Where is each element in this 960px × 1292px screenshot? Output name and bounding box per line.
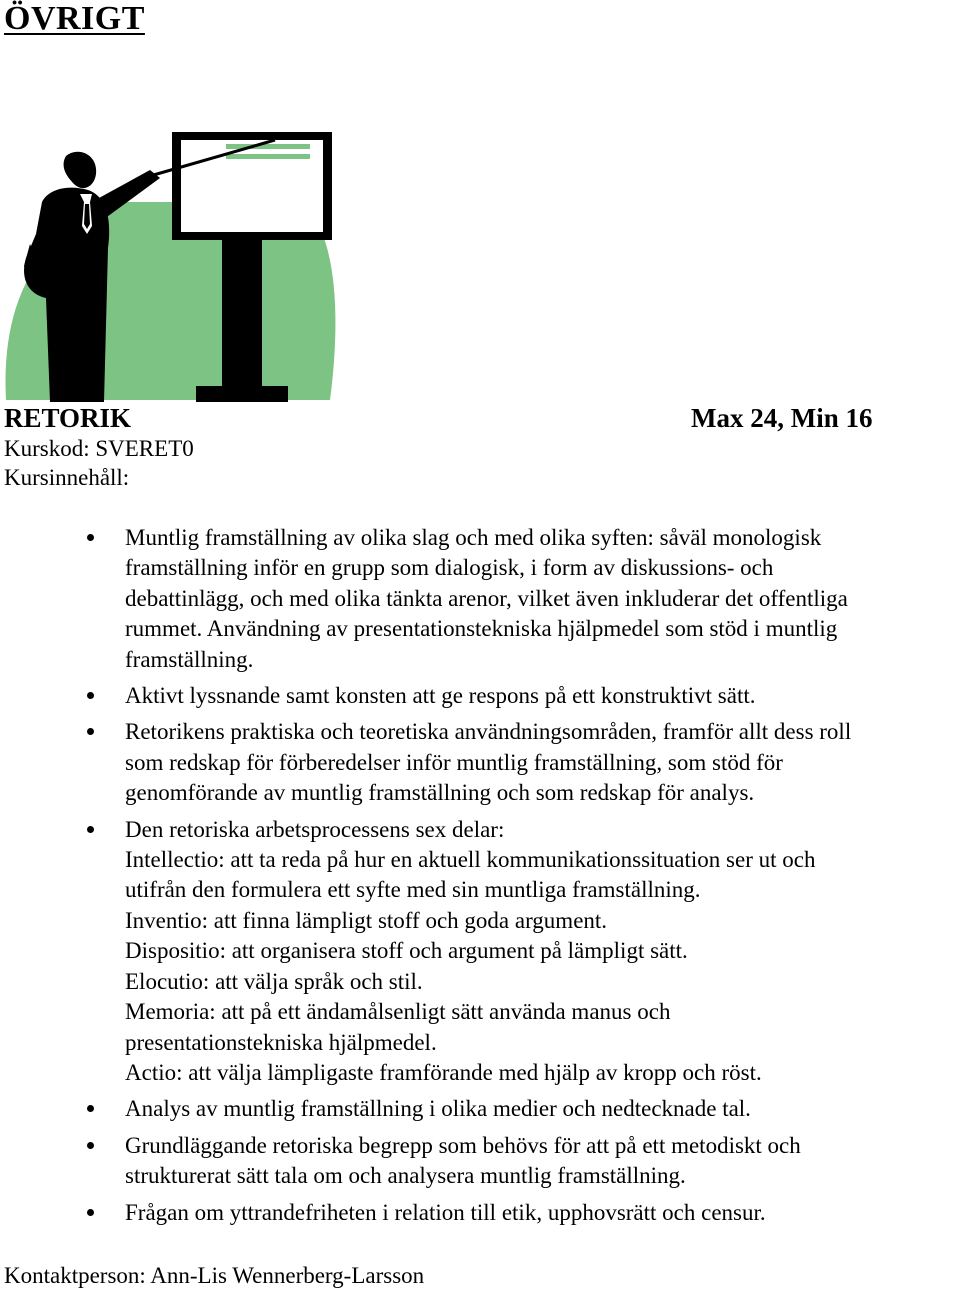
bullet-icon	[87, 1105, 94, 1112]
page-heading: ÖVRIGT	[4, 0, 145, 37]
list-item-line: debattinlägg, och med olika tänkta arenor, vilket även inkluderar det offentliga	[125, 585, 848, 611]
list-item-line: rummet. Användning av presentationstekniska hjälpmedel som stöd i muntlig	[125, 616, 838, 642]
list-item	[0, 1094, 960, 1124]
list-item	[0, 815, 960, 1089]
course-title: RETORIK	[4, 403, 132, 433]
bullet-icon	[87, 692, 94, 699]
list-item-line: Analys av muntlig framställning i olika medier och nedtecknade tal.	[125, 1096, 751, 1122]
list-item-line: Actio: att välja lämpligaste framförande med hjälp av kropp och röst.	[125, 1059, 762, 1085]
list-item-line: presentationstekniska hjälpmedel.	[125, 1029, 437, 1055]
bullet-icon	[87, 534, 94, 541]
list-item-line: Den retoriska arbetsprocessens sex delar:	[125, 816, 505, 842]
list-item-line: framställning inför en grupp som dialogisk, i form av diskussions- och	[125, 555, 774, 581]
course-content-list	[0, 523, 960, 1234]
list-item-line: Inventio: att finna lämpligt stoff och goda argument.	[125, 907, 608, 933]
contact-person: Kontaktperson: Ann-Lis Wennerberg-Larsson	[4, 1263, 425, 1288]
list-item	[0, 717, 960, 808]
list-item-line: Dispositio: att organisera stoff och argument på lämpligt sätt.	[125, 938, 688, 964]
bullet-icon	[87, 728, 94, 735]
list-item	[0, 681, 960, 711]
course-code: Kurskod: SVERET0	[4, 436, 194, 461]
course-capacity: Max 24, Min 16	[691, 403, 873, 433]
list-item-line: framställning.	[125, 646, 254, 672]
list-item-line: Elocutio: att välja språk och stil.	[125, 968, 423, 994]
course-content-label: Kursinnehåll:	[4, 465, 130, 490]
list-item-line: Aktivt lyssnande samt konsten att ge respons på ett konstruktivt sätt.	[125, 683, 756, 709]
list-item-line: Frågan om yttrandefriheten i relation till etik, upphovsrätt och censur.	[125, 1199, 766, 1225]
bullet-icon	[87, 1142, 94, 1149]
list-item-line: genomförande av muntlig framställning och som redskap för analys.	[125, 780, 755, 806]
list-item-line: som redskap för förberedelser inför muntlig framställning, som stöd för	[125, 749, 783, 775]
list-item	[0, 523, 960, 675]
list-item-line: Muntlig framställning av olika slag och med olika syften: såväl monologisk	[125, 525, 822, 550]
list-item-line: Retorikens praktiska och teoretiska användningsområden, framför allt dess roll	[125, 719, 852, 745]
list-item	[0, 1131, 960, 1192]
presenter-illustration-icon	[0, 118, 350, 402]
list-item-line: utifrån den formulera ett syfte med sin muntliga framställning.	[125, 877, 701, 903]
bullet-icon	[87, 1209, 94, 1216]
list-item-line: Memoria: att på ett ändamålsenligt sätt använda manus och	[125, 999, 671, 1025]
list-item	[0, 1198, 960, 1228]
list-item-line: Intellectio: att ta reda på hur en aktuell kommunikationssituation ser ut och	[125, 847, 816, 873]
list-item-line: Grundläggande retoriska begrepp som behövs för att på ett metodiskt och	[125, 1132, 801, 1158]
bullet-icon	[87, 826, 94, 833]
list-item-line: strukturerat sätt tala om och analysera muntlig framställning.	[125, 1163, 686, 1189]
